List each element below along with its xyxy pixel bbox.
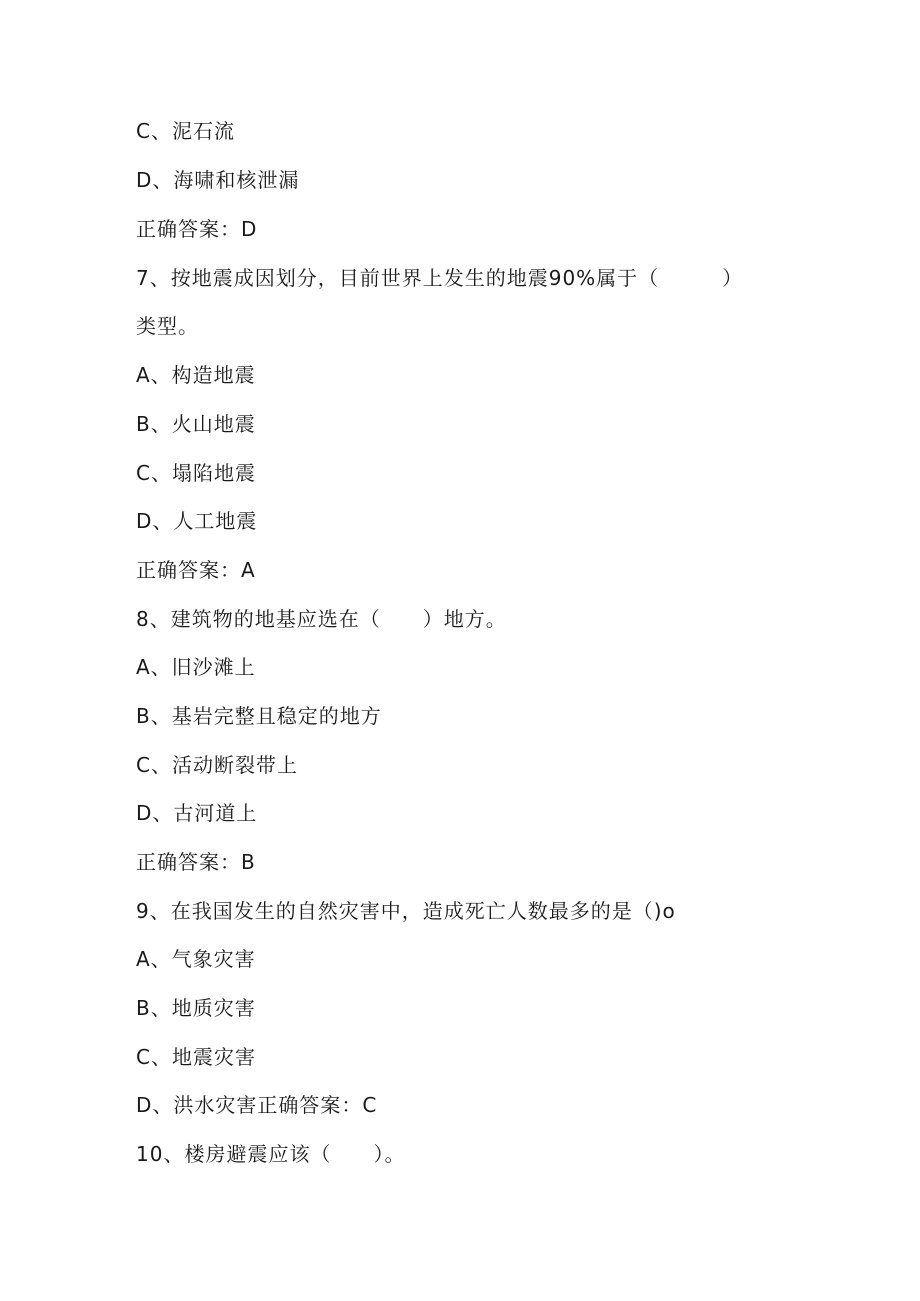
option-d-q7: D、人工地震 bbox=[136, 509, 258, 533]
question-8: 8、建筑物的地基应选在（ ）地方。 bbox=[136, 607, 507, 631]
option-c-q6: C、泥石流 bbox=[136, 119, 235, 143]
option-b-q8: B、基岩完整且稳定的地方 bbox=[136, 704, 382, 728]
option-a-q9: A、气象灾害 bbox=[136, 947, 256, 971]
question-10: 10、楼房避震应该（ ）。 bbox=[136, 1142, 406, 1166]
option-c-q9: C、地震灾害 bbox=[136, 1045, 256, 1069]
answer-q6: 正确答案：D bbox=[136, 217, 258, 241]
answer-q8: 正确答案：B bbox=[136, 850, 256, 874]
option-a-q7: A、构造地震 bbox=[136, 363, 256, 387]
option-d-q9-with-answer: D、洪水灾害正确答案：C bbox=[136, 1093, 378, 1117]
option-d-q6: D、海啸和核泄漏 bbox=[136, 168, 300, 192]
question-7-continued: 类型。 bbox=[136, 314, 199, 338]
answer-q7: 正确答案：A bbox=[136, 558, 256, 582]
option-d-q8: D、古河道上 bbox=[136, 801, 258, 825]
question-7: 7、按地震成因划分，目前世界上发生的地震90%属于（ ） bbox=[136, 266, 744, 290]
option-a-q8: A、旧沙滩上 bbox=[136, 655, 256, 679]
option-c-q8: C、活动断裂带上 bbox=[136, 753, 298, 777]
option-b-q9: B、地质灾害 bbox=[136, 996, 256, 1020]
option-c-q7: C、塌陷地震 bbox=[136, 461, 256, 485]
question-9: 9、在我国发生的自然灾害中，造成死亡人数最多的是（)o bbox=[136, 899, 676, 923]
option-b-q7: B、火山地震 bbox=[136, 412, 256, 436]
